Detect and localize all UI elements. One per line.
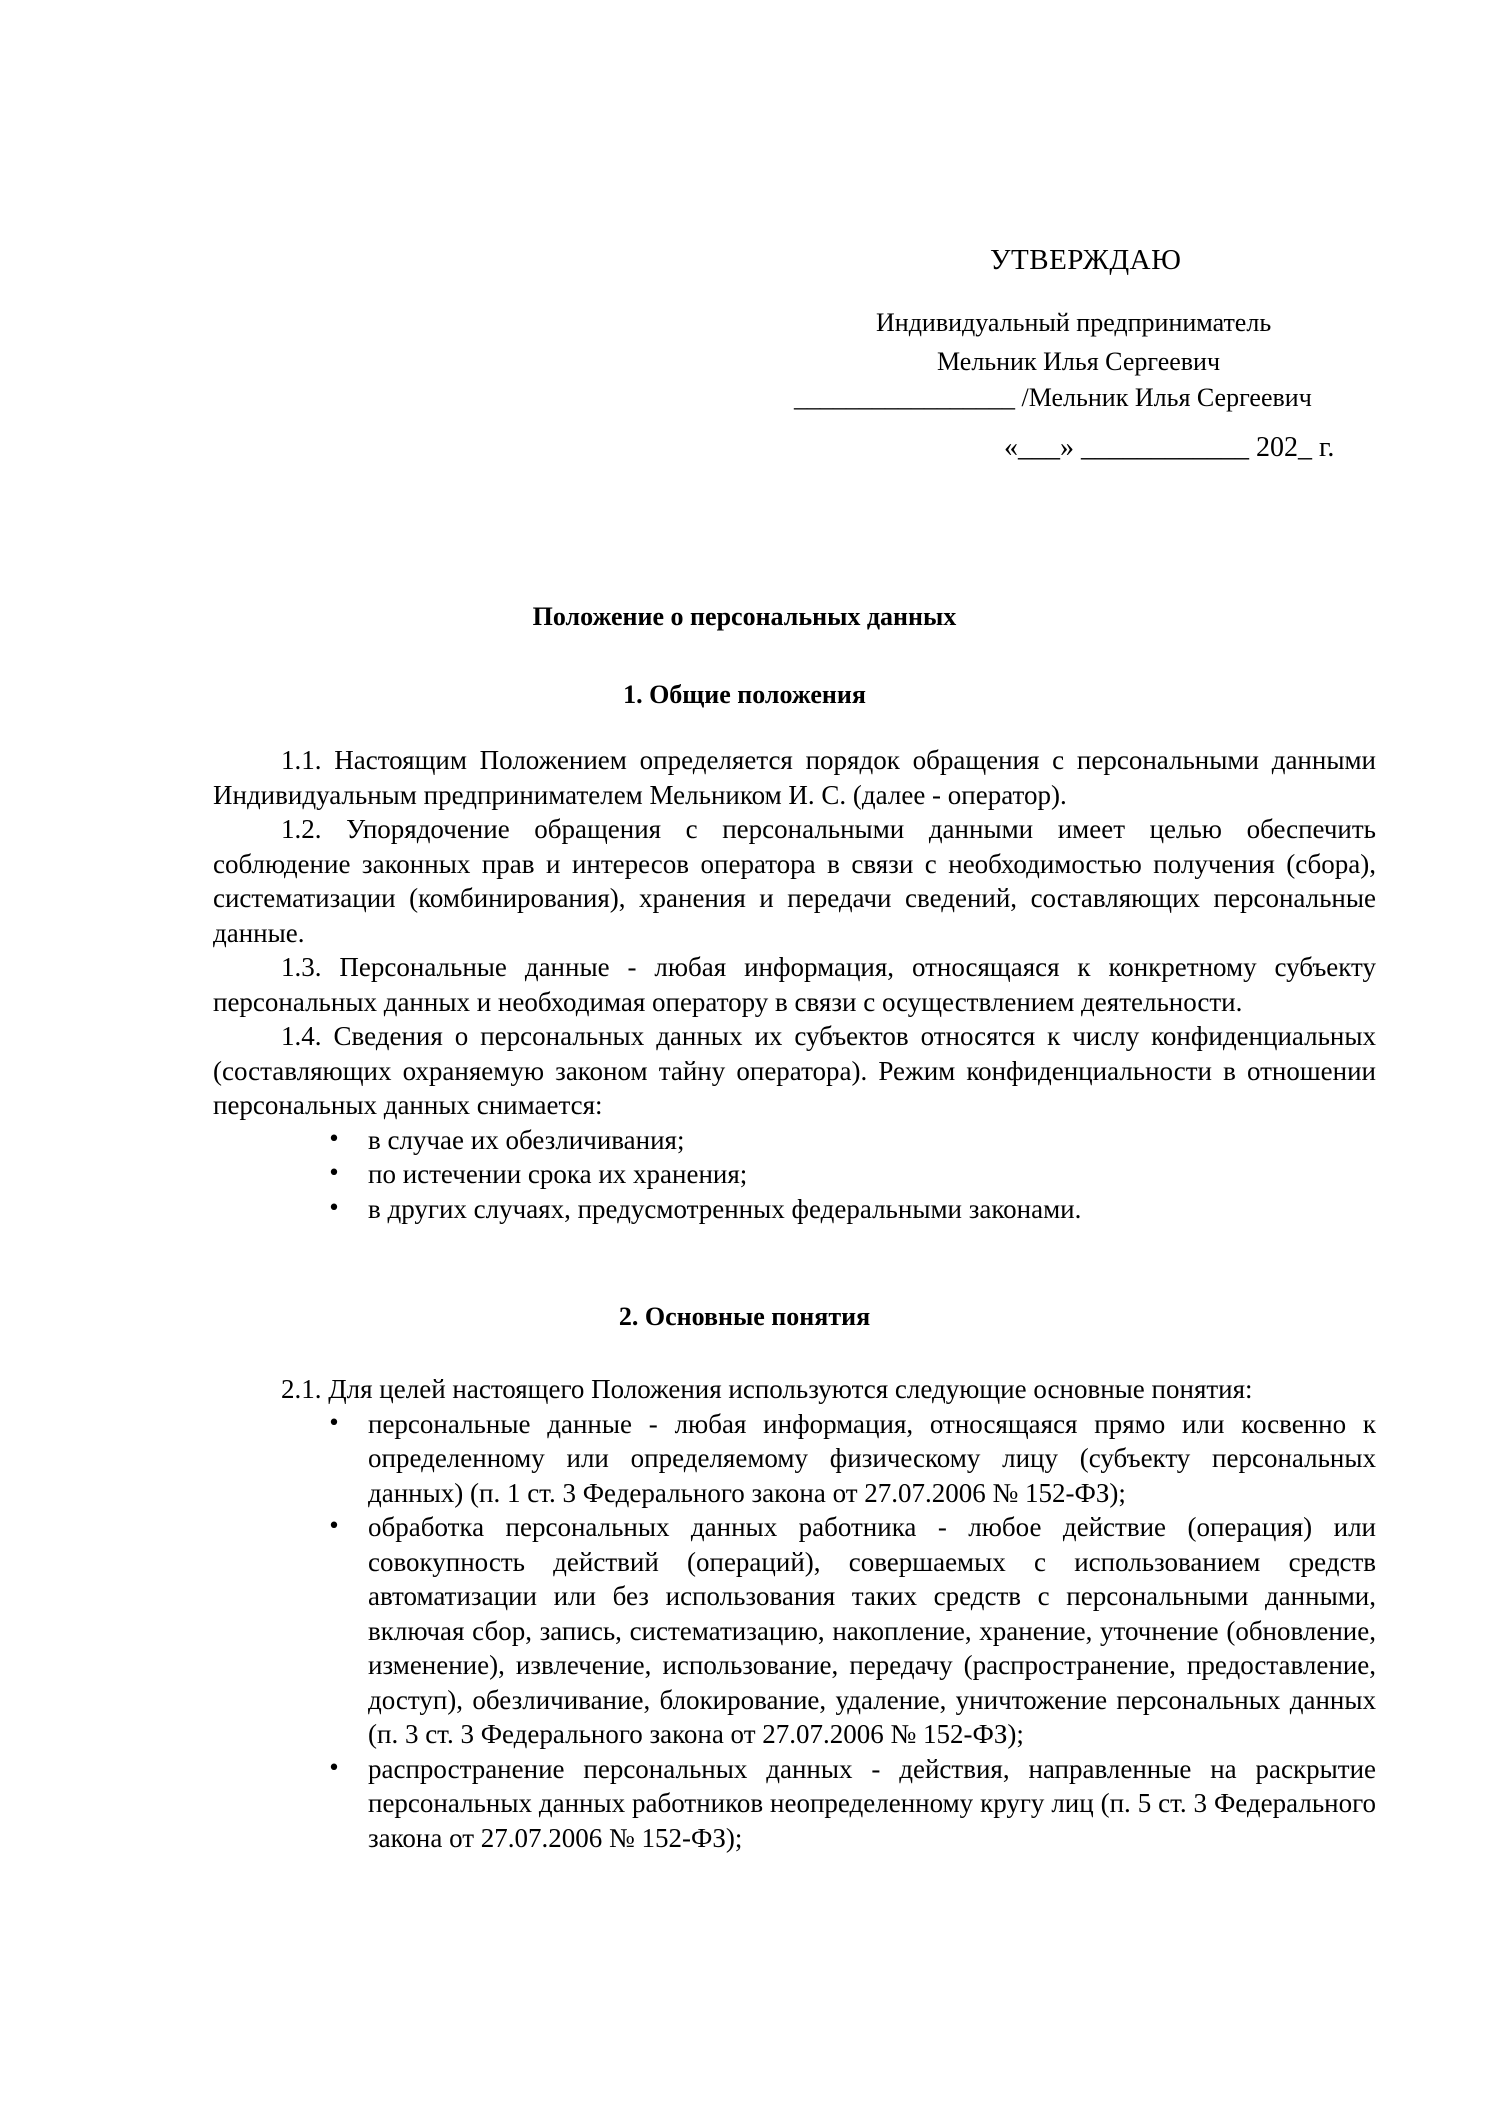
- list-item-text: в других случаях, предусмотренных федеральными законами.: [368, 1193, 1082, 1224]
- list-item: [327, 1157, 1376, 1192]
- bullet-icon: •: [327, 1195, 341, 1221]
- bullet-icon: •: [327, 1126, 341, 1152]
- section-1-body: [213, 743, 1376, 1226]
- paragraph-1-1: 1.1. Настоящим Положением определяется порядок обращения с персональными данными Индивидуальным предпринимателем Мельником И. С. (далее - оператор).: [213, 745, 1376, 810]
- bullet-icon: •: [327, 1514, 341, 1539]
- bullet-icon: •: [327, 1410, 341, 1436]
- list-item: [327, 1407, 1376, 1511]
- list-item: [327, 1192, 1376, 1227]
- list-item: [327, 1752, 1376, 1856]
- approval-date-line: «___» ____________ 202_ г.: [1004, 432, 1335, 463]
- confidentiality-list: [213, 1123, 1376, 1227]
- section-2-body: [213, 1372, 1376, 1855]
- paragraph-1-2: 1.2. Упорядочение обращения с персональными данными имеет целью обеспечить соблюдение законных прав и интересов оператора в связи с необходимостью получения (сбора), систематизации (комбинирования), хранения и передачи сведений, составляющих персональные данные.: [213, 814, 1376, 948]
- approval-title: УТВЕРЖДАЮ: [990, 244, 1182, 276]
- paragraph-1-4: 1.4. Сведения о персональных данных их субъектов относятся к числу конфиденциальных (составляющих охраняемую законом тайну оператора). Режим конфиденциальности в отношении персональных данных снимается:: [213, 1021, 1376, 1120]
- approval-name: Мельник Илья Сергеевич: [937, 347, 1221, 376]
- definition-text: распространение персональных данных - действия, направленные на раскрытие персональных данных работников неопределенному кругу лиц (п. 5 ст. 3 Федерального закона от 27.07.2006 № 152-ФЗ);: [368, 1753, 1376, 1853]
- list-item-text: по истечении срока их хранения;: [368, 1159, 748, 1189]
- definition-text: обработка персональных данных работника - любое действие (операция) или совокупность действий (операций), совершаемых с использованием средств автоматизации или без использования таких средств с персональными данными, включая сбор, запись, систематизацию, накопление, хранение, уточнение (обновление, изменение), извлечение, использование, передачу (распространение, предоставление, доступ), обезличивание, блокирование, удаление, уничтожение персональных данных (п. 3 ст. 3 Федерального закона от 27.07.2006 № 152-ФЗ);: [368, 1512, 1376, 1749]
- approval-position: Индивидуальный предприниматель: [876, 308, 1272, 337]
- list-item: [327, 1510, 1376, 1752]
- list-item: [327, 1123, 1376, 1158]
- paragraph-1-3: 1.3. Персональные данные - любая информация, относящаяся к конкретному субъекту персональных данных и необходимая оператору в связи с осуществлением деятельности.: [213, 952, 1376, 1017]
- list-item-text: в случае их обезличивания;: [368, 1124, 685, 1155]
- approval-signature-line: _________________ /Мельник Илья Сергеевич: [794, 383, 1312, 412]
- section-2-title: 2. Основные понятия: [618, 1302, 871, 1331]
- document-title: Положение о персональных данных: [532, 602, 957, 631]
- section-1-title: 1. Общие положения: [623, 680, 866, 709]
- bullet-icon: •: [327, 1161, 341, 1186]
- paragraph-2-1: 2.1. Для целей настоящего Положения используются следующие основные понятия:: [281, 1374, 1253, 1404]
- definitions-list: [213, 1407, 1376, 1856]
- bullet-icon: •: [327, 1755, 341, 1781]
- definition-text: персональные данные - любая информация, относящаяся прямо или косвенно к определенному или определяемому физическому лицу (субъекту персональных данных) (п. 1 ст. 3 Федерального закона от 27.07.2006 № 152-ФЗ);: [368, 1408, 1376, 1508]
